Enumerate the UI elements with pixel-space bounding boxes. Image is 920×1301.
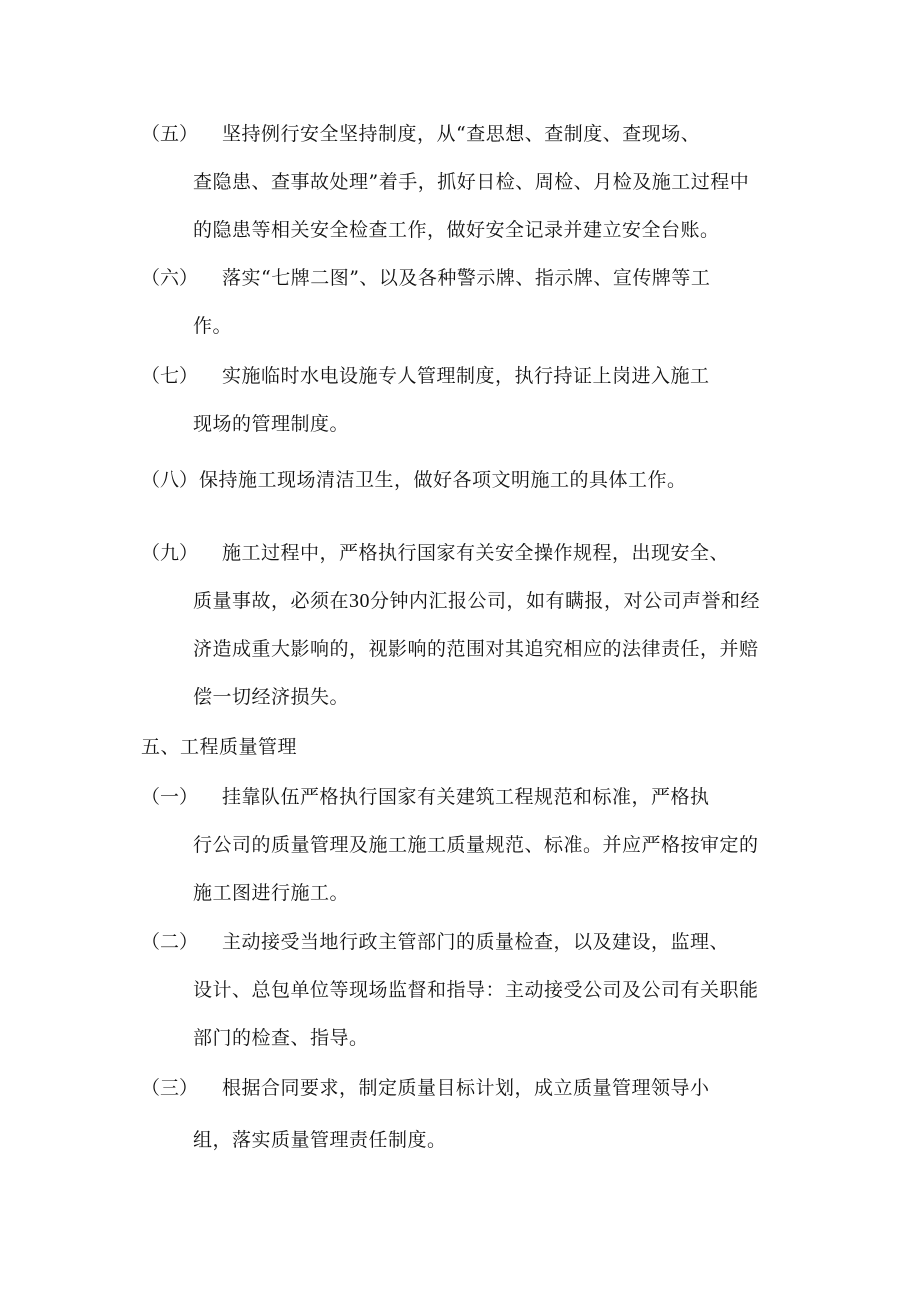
clause-text-line [193, 589, 760, 613]
clause-text-line: 部门的检查、指导。 [193, 1027, 369, 1049]
clause-text-line: 坚持例行安全坚持制度，从“查思想、查制度、查现场、 [222, 123, 701, 145]
clause-text-line: 济造成重大影响的，视影响的范围对其追究相应的法律责任，并赔 [193, 638, 759, 660]
clause-text-line: 实施临时水电设施专人管理制度，执行持证上岗进入施工 [222, 365, 710, 387]
clause-marker: （三） [141, 1077, 199, 1099]
clause-text-line: 行公司的质量管理及施工施工质量规范、标准。并应严格按审定的 [193, 834, 759, 856]
clause-marker: （六） [141, 267, 199, 289]
clause-text-line: 偿一切经济损失。 [193, 686, 350, 708]
clause-text-line: 施工过程中，严格执行国家有关安全操作规程，出现安全、 [222, 542, 730, 564]
clause-text-line: 主动接受当地行政主管部门的质量检查，以及建设，监理、 [222, 931, 730, 953]
clause-marker: （二） [141, 931, 199, 953]
clause-text-line: 保持施工现场清洁卫生，做好各项文明施工的具体工作。 [199, 469, 687, 491]
section-heading: 五、工程质量管理 [141, 736, 298, 758]
clause-text-line: 设计、总包单位等现场监督和指导：主动接受公司及公司有关职能 [193, 979, 759, 1001]
time-limit-number: 30 [349, 590, 371, 612]
clause-text-line: 施工图进行施工。 [193, 882, 350, 904]
clause-text-line: 根据合同要求，制定质量目标计划，成立质量管理领导小 [222, 1077, 710, 1099]
clause-marker: （一） [141, 786, 199, 808]
clause-text-line: 现场的管理制度。 [193, 413, 350, 435]
clause-text-line: 组，落实质量管理责任制度。 [193, 1129, 447, 1151]
clause-text-line: 挂靠队伍严格执行国家有关建筑工程规范和标准，严格执 [222, 786, 710, 808]
clause-text-segment: 分钟内汇报公司，如有瞒报，对公司声誉和经 [370, 590, 761, 612]
clause-marker: （九） [141, 542, 199, 564]
clause-marker: （七） [141, 365, 199, 387]
clause-text-line: 查隐患、查事故处理”着手，抓好日检、周检、月检及施工过程中 [193, 171, 750, 193]
clause-marker: （五） [141, 123, 199, 145]
clause-marker: （八） [141, 469, 199, 491]
clause-text-line: 的隐患等相关安全检查工作，做好安全记录并建立安全台账。 [193, 219, 720, 241]
clause-text-line: 作。 [193, 315, 233, 337]
clause-text-line: 落实“七牌二图”、以及各种警示牌、指示牌、宣传牌等工 [222, 267, 711, 289]
clause-text-segment: 质量事故，必须在 [193, 590, 350, 612]
